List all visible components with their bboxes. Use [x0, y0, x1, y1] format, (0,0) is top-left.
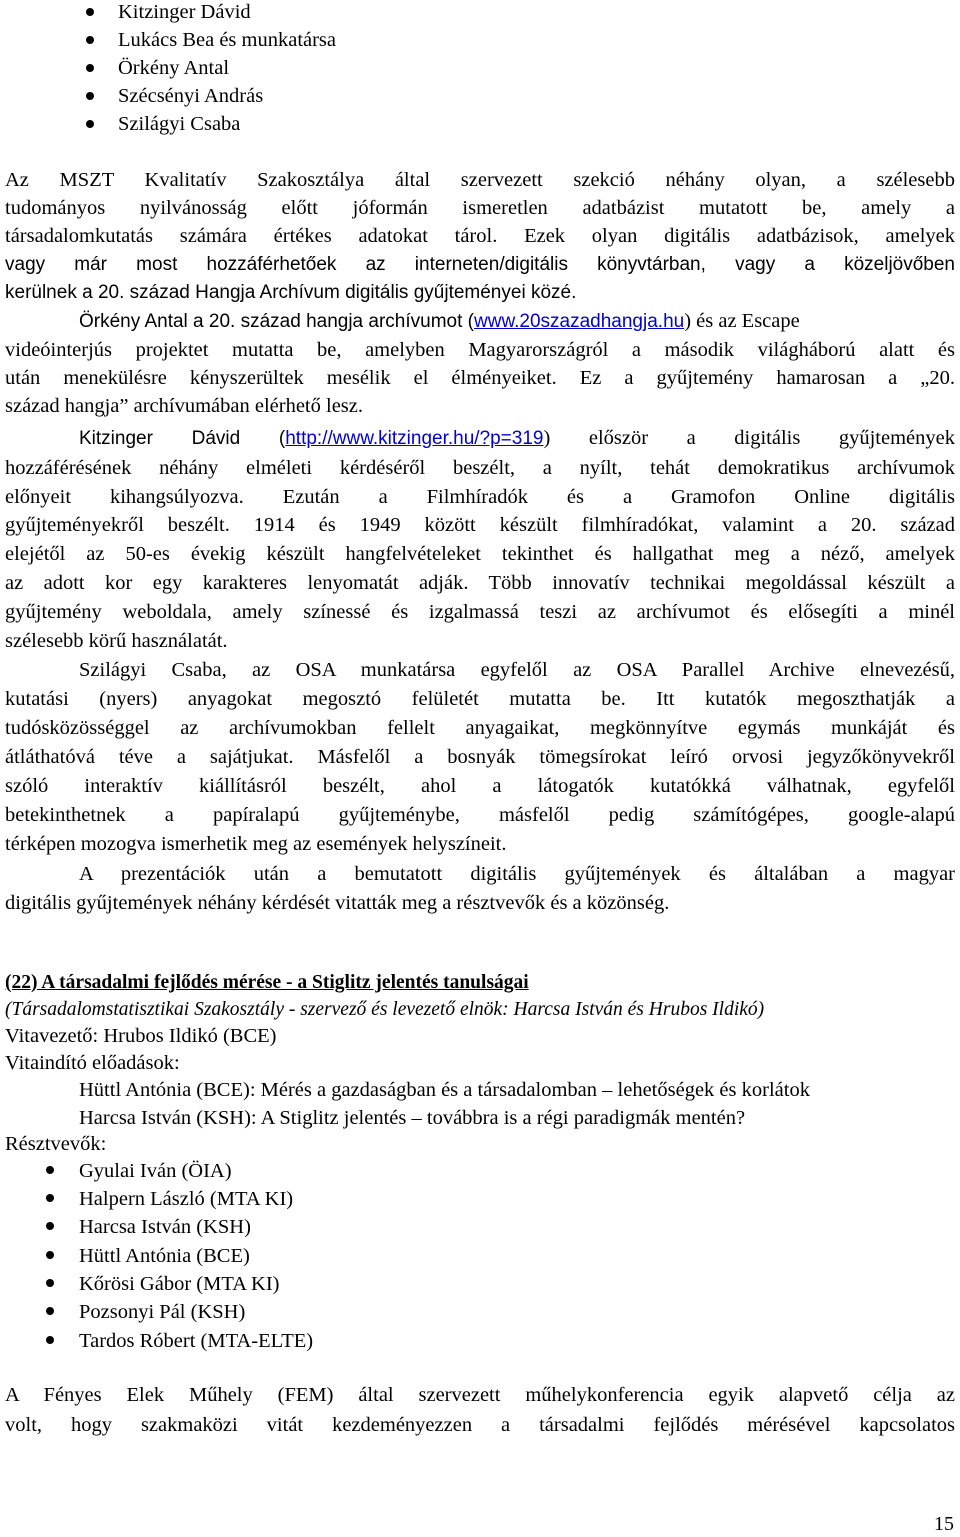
text-line: gyűjteményekről beszélt. 1914 és 1949 között készült filmhíradókat, valamint a 20. század	[5, 514, 955, 536]
bullet-icon	[86, 36, 94, 44]
section-heading: (22) A társadalmi fejlődés mérése - a Stiglitz jelentés tanulságai	[5, 972, 529, 993]
list-item: Szilágyi Csaba	[118, 113, 241, 135]
text-line: elejétől az 50-es évekig készült hangfelvételeket tekinthet és hallgathat meg a néző, amelyek	[5, 543, 955, 565]
text-line: térképen mozogva ismerhetik meg az események helyszíneit.	[5, 833, 507, 855]
text-line: szóló interaktív kiállításról beszélt, ahol a látogatók kutatókká válhatnak, egyfelől	[5, 775, 955, 797]
text-line: század hangja” archívumában elérhető lesz.	[5, 395, 363, 417]
list-item: Harcsa István (KSH)	[79, 1216, 251, 1238]
bullet-icon	[86, 8, 94, 16]
link-kitzinger[interactable]: http://www.kitzinger.hu/?p=319	[285, 428, 544, 449]
section-chair: Vitavezető: Hrubos Ildikó (BCE)	[5, 1025, 277, 1047]
bullet-icon	[46, 1194, 54, 1202]
text-line: gyűjtemény weboldala, amely színessé és izgalmassá teszi az archívumot és elősegíti a minél	[5, 601, 955, 623]
talk-item: Hüttl Antónia (BCE): Mérés a gazdaságban és a társadalomban – lehetőségek és korlátok	[79, 1079, 810, 1101]
text-line: az adott kor egy karakteres lenyomatát adják. Több innovatív technikai megoldással készült a	[5, 572, 955, 594]
bullet-icon	[46, 1251, 54, 1259]
bullet-icon	[46, 1336, 54, 1344]
page-number: 15	[934, 1513, 954, 1535]
text-line: után menekülésre kényszerültek mesélik el élményeiket. Ez a gyűjtemény hamarosan a „20.	[5, 367, 955, 389]
bullet-icon	[86, 92, 94, 100]
bullet-icon	[46, 1279, 54, 1287]
text-line: digitális gyűjtemények néhány kérdését vitatták meg a résztvevők és a közönség.	[5, 892, 670, 914]
talk-item: Harcsa István (KSH): A Stiglitz jelentés – továbbra is a régi paradigmák mentén?	[79, 1107, 746, 1129]
text-line: Örkény Antal a 20. század hangja archívumot (www.20szazadhangja.hu) és az Escape	[79, 310, 800, 332]
list-item: Gyulai Iván (ÖIA)	[79, 1160, 232, 1182]
list-item: Szécsényi András	[118, 85, 264, 107]
text-line: Kitzinger Dávid (http://www.kitzinger.hu/?p=319) először a digitális gyűjtemények	[79, 427, 955, 449]
bullet-icon	[86, 120, 94, 128]
bullet-icon	[46, 1307, 54, 1315]
list-item: Hüttl Antónia (BCE)	[79, 1245, 250, 1267]
bullet-icon	[46, 1166, 54, 1174]
list-item: Lukács Bea és munkatársa	[118, 29, 337, 51]
bullet-icon	[86, 64, 94, 72]
link-20szazadhangja[interactable]: www.20szazadhangja.hu	[474, 311, 685, 332]
text-line: vagy már most hozzáférhetőek az interneten/digitális könyvtárban, vagy a közeljövőben	[5, 254, 955, 275]
text-line: kutatási (nyers) anyagokat megosztó felületét mutatta be. Itt kutatók megoszthatják a	[5, 688, 955, 710]
list-item: Pozsonyi Pál (KSH)	[79, 1301, 246, 1323]
list-item: Kitzinger Dávid	[118, 1, 251, 23]
text-line: volt, hogy szakmaközi vitát kezdeményezzen a társadalmi fejlődés mérésével kapcsolatos	[5, 1414, 955, 1436]
bullet-icon	[46, 1222, 54, 1230]
text-line: tudományos nyilvánosság előtt jóformán ismeretlen adatbázist mutatott be, amely a	[5, 197, 955, 219]
text-line: Szilágyi Csaba, az OSA munkatársa egyfelől az OSA Parallel Archive elnevezésű,	[79, 659, 955, 681]
text-line: társadalomkutatás számára értékes adatokat tárol. Ezek olyan digitális adatbázisok, amelyek	[5, 225, 955, 247]
text-line: tudósközösséggel az archívumokban fellelt anyagaikat, megkönnyítve egymás munkáját és	[5, 717, 955, 739]
section-subtitle: (Társadalomstatisztikai Szakosztály - szervező és levezető elnök: Harcsa István és Hrubos Ildikó)	[5, 999, 765, 1020]
text-line: hozzáférésének néhány elméleti kérdéséről beszélt, a nyílt, tehát demokratikus archívumok	[5, 457, 955, 479]
text-line: betekinthetnek a papíralapú gyűjteménybe, másfelől pedig számítógépes, google-alapú	[5, 804, 955, 826]
list-item: Örkény Antal	[118, 57, 230, 79]
text-line: kerülnek a 20. század Hangja Archívum digitális gyűjteményei közé.	[5, 282, 577, 303]
talks-label: Vitaindító előadások:	[5, 1052, 180, 1074]
text-line: videóinterjús projektet mutatta be, amelyben Magyarországról a második világháború alatt és	[5, 339, 955, 361]
list-item: Kőrösi Gábor (MTA KI)	[79, 1273, 280, 1295]
text-line: átláthatóvá téve a sajátjukat. Másfelől a bosnyák tömegsírokat leíró orvosi jegyzőkönyvekről	[5, 746, 955, 768]
text-line: előnyeit kihangsúlyozva. Ezután a Filmhíradók és a Gramofon Online digitális	[5, 486, 955, 508]
text-line: szélesebb körű használatát.	[5, 630, 228, 652]
participants-label: Résztvevők:	[5, 1133, 107, 1155]
text-line: Az MSZT Kvalitatív Szakosztálya által szervezett szekció néhány olyan, a szélesebb	[5, 169, 955, 191]
text-line: A prezentációk után a bemutatott digitális gyűjtemények és általában a magyar	[79, 863, 955, 885]
list-item: Halpern László (MTA KI)	[79, 1188, 294, 1210]
text-line: A Fényes Elek Műhely (FEM) által szervezett műhelykonferencia egyik alapvető célja az	[5, 1384, 955, 1406]
list-item: Tardos Róbert (MTA-ELTE)	[79, 1330, 314, 1352]
